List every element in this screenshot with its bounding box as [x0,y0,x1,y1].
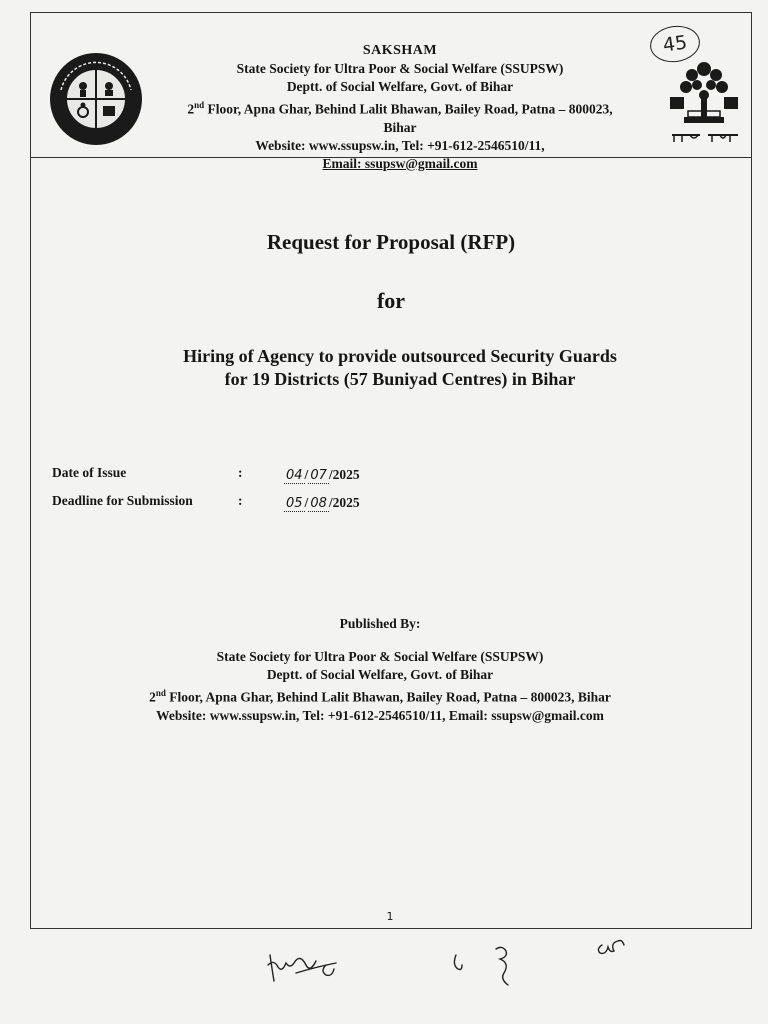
publisher-department: Deptt. of Social Welfare, Govt. of Bihar [266,667,494,682]
deadline-value: 05 / 08 /2025 [286,495,360,511]
subject-line-2: for 19 Districts (57 Buniyad Centres) in Bihar [224,369,576,389]
address-line: 2nd Floor, Apna Ghar, Behind Lalit Bhawan, Bailey Road, Patna – 800023, [187,100,613,117]
publisher-block [60,648,700,725]
address-state: Bihar [383,119,417,135]
publisher-org: State Society for Ultra Poor & Social Welfare (SSUPSW) [216,649,544,664]
document-subject [110,345,690,391]
colon: : [238,465,243,480]
publisher-address: 2nd Floor, Apna Ghar, Behind Lalit Bhawan, Bailey Road, Patna – 800023, Bihar [149,688,611,705]
handwritten-page-mark: 45 [648,23,703,66]
org-full-name: State Society for Ultra Poor & Social Welfare (SSUPSW) [236,61,564,76]
letterhead [150,42,650,173]
published-by-heading: Published By: [339,616,421,631]
date-of-issue-row [52,465,652,493]
title-for: for [376,288,406,313]
website-tel: Website: www.ssupsw.in, Tel: +91-612-2546510/11, [255,137,545,153]
department-name: Deptt. of Social Welfare, Govt. of Bihar [286,79,514,94]
ssupsw-seal-logo [47,50,145,148]
subject-line-1: Hiring of Agency to provide outsourced Security Guards [183,346,617,366]
org-acronym: SAKSHAM [362,43,438,58]
handwritten-initials-signature [250,935,650,995]
date-of-issue-label: Date of Issue [52,465,127,480]
publisher-contact: Website: www.ssupsw.in, Tel: +91-612-2546510/11, Email: ssupsw@gmail.com [156,707,604,723]
email-line: Email: ssupsw@gmail.com [322,155,478,171]
deadline-label: Deadline for Submission [52,493,193,508]
bihar-govt-emblem-logo [664,55,744,150]
colon: : [238,493,243,508]
dates-block [52,465,652,521]
deadline-row [52,493,652,521]
date-of-issue-value: 04 / 07 /2025 [286,467,360,483]
page-number: 1 [386,910,394,923]
document-title: Request for Proposal (RFP) [266,230,516,254]
